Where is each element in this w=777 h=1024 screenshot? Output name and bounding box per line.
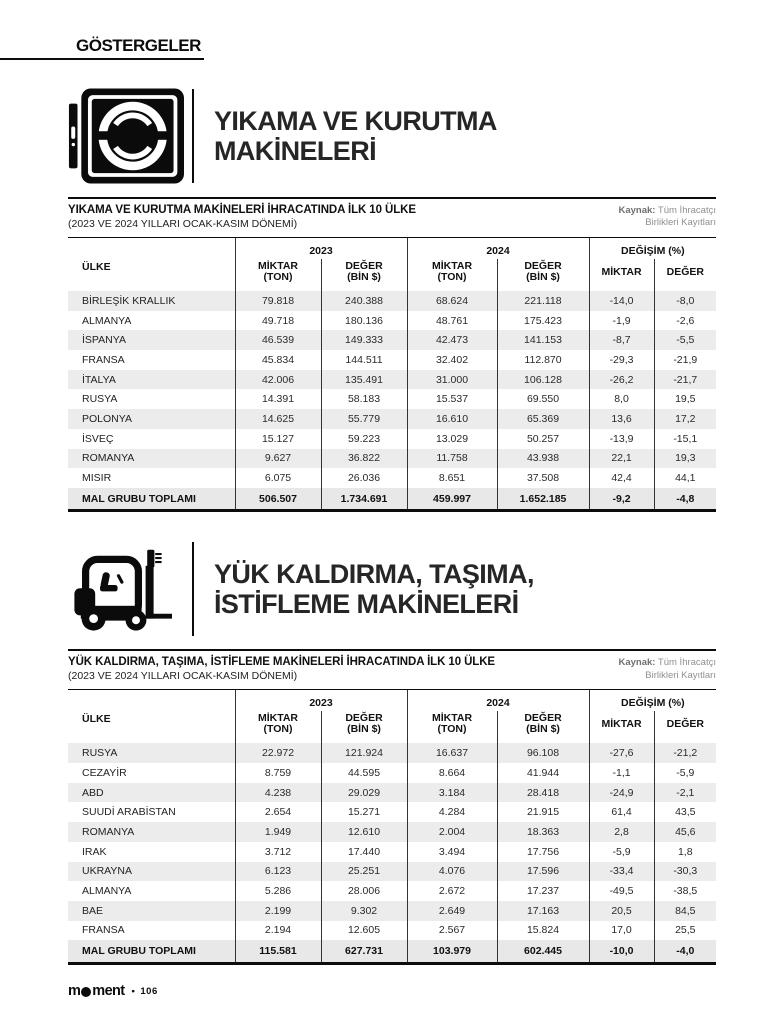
value-cell: 2.194 [235,921,321,941]
country-cell: BAE [82,904,104,917]
value-cell: 12.610 [321,822,407,842]
value-cell: 14.391 [235,389,321,409]
country-cell: İTALYA [82,373,116,386]
value-cell: 68.624 [407,291,497,311]
kicker-rule [0,36,204,60]
value-cell: 37.508 [497,468,589,488]
value-cell: 43.938 [497,449,589,469]
source-line2: Birlikleri Kayıtları [645,669,716,681]
section-title-line2: MAKİNELERİ [214,136,376,166]
country-cell: MISIR [82,472,112,485]
total-value-cell: 627.731 [321,940,407,963]
value-cell: -1,1 [589,763,654,783]
table-row [68,743,716,763]
washing-machine-icon [68,88,186,184]
page-number: • 106 [131,985,158,997]
value-cell: 26.036 [321,468,407,488]
section-header-washing [68,88,777,184]
table-total-row [68,940,716,963]
value-cell: 15.127 [235,429,321,449]
value-cell: -5,5 [654,330,716,350]
value-cell: 149.333 [321,330,407,350]
total-value-cell: -4,0 [654,940,716,963]
total-value-cell: 1.734.691 [321,488,407,511]
value-cell: 61,4 [589,802,654,822]
column-header-value-2023: DEĞER (BİN $) [321,259,407,291]
forklift-icon [68,543,186,635]
value-cell: 25,5 [654,921,716,941]
table-title: YIKAMA VE KURUTMA MAKİNELERİ İHRACATINDA İLK 10 ÜLKE [68,204,416,216]
value-cell: 17.756 [497,842,589,862]
value-cell: -49,5 [589,881,654,901]
country-cell: RUSYA [82,393,118,406]
section-title-line1: YIKAMA VE KURUTMA [214,105,497,136]
country-cell: ALMANYA [82,314,132,327]
value-cell: 17,0 [589,921,654,941]
value-cell: -14,0 [589,291,654,311]
value-cell: 22.972 [235,743,321,763]
table-row [68,802,716,822]
country-cell: ROMANYA [82,825,135,838]
table-row [68,429,716,449]
value-cell: -26,2 [589,370,654,390]
value-cell: -2,1 [654,783,716,803]
total-value-cell: 103.979 [407,940,497,963]
value-cell: 2.654 [235,802,321,822]
table-source [618,656,716,682]
value-cell: -21,2 [654,743,716,763]
value-cell: 1.949 [235,822,321,842]
export-table [68,690,716,964]
value-cell: 2.004 [407,822,497,842]
value-cell: 5.286 [235,881,321,901]
total-value-cell: -9,2 [589,488,654,511]
value-cell: 11.758 [407,449,497,469]
section-divider [192,542,194,636]
value-cell: 25.251 [321,862,407,882]
table-header-group-row [68,690,716,711]
table-row [68,330,716,350]
value-cell: 8.651 [407,468,497,488]
value-cell: 28.418 [497,783,589,803]
table-total-row [68,488,716,511]
value-cell: 42.473 [407,330,497,350]
table-row [68,921,716,941]
value-cell: 1,8 [654,842,716,862]
value-cell: 43,5 [654,802,716,822]
value-cell: 36.822 [321,449,407,469]
source-label: Kaynak: [618,205,656,216]
value-cell: 240.388 [321,291,407,311]
country-cell: FRANSA [82,353,125,366]
value-cell: 32.402 [407,350,497,370]
column-header-amount-2024: MİKTAR (TON) [407,711,497,743]
table-caption-titles [68,204,416,230]
section-divider [192,89,194,183]
column-group-2023: 2023 [235,238,407,259]
table-row [68,763,716,783]
total-label: MAL GRUBU TOPLAMI [68,488,235,511]
value-cell: 15.537 [407,389,497,409]
country-cell: ROMANYA [82,452,135,465]
value-cell: 29.029 [321,783,407,803]
table-row [68,409,716,429]
country-cell: ABD [82,786,104,799]
value-cell: 6.123 [235,862,321,882]
section-title [214,106,497,166]
value-cell: 121.924 [321,743,407,763]
column-header-value-2023: DEĞER (BİN $) [321,711,407,743]
value-cell: 180.136 [321,311,407,331]
source-line1: Tüm İhracatçı [657,205,716,216]
value-cell: -8,7 [589,330,654,350]
total-value-cell: 115.581 [235,940,321,963]
table-body [68,743,716,940]
value-cell: -29,3 [589,350,654,370]
value-cell: 8.759 [235,763,321,783]
value-cell: 2.672 [407,881,497,901]
value-cell: 28.006 [321,881,407,901]
value-cell: 58.183 [321,389,407,409]
column-header-amount-2024: MİKTAR (TON) [407,259,497,291]
value-cell: 44.595 [321,763,407,783]
export-table-block-washing [68,197,716,512]
table-row [68,468,716,488]
value-cell: -5,9 [654,763,716,783]
country-cell: CEZAYİR [82,766,127,779]
value-cell: 17.440 [321,842,407,862]
value-cell: 17.237 [497,881,589,901]
value-cell: -5,9 [589,842,654,862]
value-cell: 96.108 [497,743,589,763]
value-cell: 17.163 [497,901,589,921]
column-header-value-2024: DEĞER (BİN $) [497,711,589,743]
table-body [68,291,716,488]
column-header-country: ÜLKE [82,712,111,725]
column-header-amount-change: MİKTAR [589,259,654,291]
value-cell: -33,4 [589,862,654,882]
value-cell: 21.915 [497,802,589,822]
country-cell: IRAK [82,845,107,858]
value-cell: 3.712 [235,842,321,862]
value-cell: -8,0 [654,291,716,311]
value-cell: 17,2 [654,409,716,429]
table-row [68,881,716,901]
total-value-cell: 506.507 [235,488,321,511]
section-title [214,559,534,619]
column-header-value-2024: DEĞER (BİN $) [497,259,589,291]
value-cell: -15,1 [654,429,716,449]
value-cell: 19,5 [654,389,716,409]
value-cell: 17.596 [497,862,589,882]
section-title-line1: YÜK KALDIRMA, TAŞIMA, [214,559,534,590]
value-cell: 2.199 [235,901,321,921]
country-cell: BİRLEŞİK KRALLIK [82,294,176,307]
table-row [68,862,716,882]
value-cell: -2,6 [654,311,716,331]
country-cell: İSVEÇ [82,432,114,445]
table-row [68,449,716,469]
value-cell: 4.238 [235,783,321,803]
country-cell: İSPANYA [82,334,126,347]
value-cell: 6.075 [235,468,321,488]
value-cell: -1,9 [589,311,654,331]
country-cell: UKRAYNA [82,865,132,878]
export-table [68,238,716,512]
value-cell: 14.625 [235,409,321,429]
table-row [68,901,716,921]
value-cell: -38,5 [654,881,716,901]
kicker-label: GÖSTERGELER [76,36,201,55]
section-title-line2: İSTİFLEME MAKİNELERİ [214,589,519,620]
value-cell: 84,5 [654,901,716,921]
value-cell: 46.539 [235,330,321,350]
value-cell: 141.153 [497,330,589,350]
value-cell: 9.627 [235,449,321,469]
table-title: YÜK KALDIRMA, TAŞIMA, İSTİFLEME MAKİNELERİ İHRACATINDA İLK 10 ÜLKE [68,656,495,669]
value-cell: -21,7 [654,370,716,390]
value-cell: 79.818 [235,291,321,311]
column-group-2024: 2024 [407,238,589,259]
value-cell: 106.128 [497,370,589,390]
page-footer [68,983,158,999]
table-row [68,783,716,803]
column-header-country: ÜLKE [82,260,111,273]
table-row [68,311,716,331]
value-cell: 12.605 [321,921,407,941]
value-cell: 2,8 [589,822,654,842]
table-row [68,389,716,409]
export-table-block-forklift [68,649,716,964]
total-value-cell: -10,0 [589,940,654,963]
column-group-change: DEĞİŞİM (%) [589,238,716,259]
value-cell: 8,0 [589,389,654,409]
value-cell: 8.664 [407,763,497,783]
value-cell: -21,9 [654,350,716,370]
source-line2: Birlikleri Kayıtları [645,217,716,229]
value-cell: 20,5 [589,901,654,921]
table-subtitle: (2023 VE 2024 YILLARI OCAK-KASIM DÖNEMİ) [68,670,298,683]
value-cell: 69.550 [497,389,589,409]
value-cell: 16.637 [407,743,497,763]
column-group-2023: 2023 [235,690,407,711]
column-header-amount-2023: MİKTAR (TON) [235,711,321,743]
value-cell: 13.029 [407,429,497,449]
value-cell: 175.423 [497,311,589,331]
table-subtitle: (2023 VE 2024 YILLARI OCAK-KASIM DÖNEMİ) [68,218,298,230]
source-line1: Tüm İhracatçı [657,657,716,669]
country-cell: SUUDİ ARABİSTAN [82,806,176,819]
value-cell: 59.223 [321,429,407,449]
table-row [68,350,716,370]
value-cell: 45.834 [235,350,321,370]
table-row [68,370,716,390]
country-cell: POLONYA [82,412,132,425]
value-cell: 48.761 [407,311,497,331]
table-row [68,822,716,842]
value-cell: 112.870 [497,350,589,370]
value-cell: -13,9 [589,429,654,449]
value-cell: 15.824 [497,921,589,941]
value-cell: 19,3 [654,449,716,469]
value-cell: 135.491 [321,370,407,390]
value-cell: 55.779 [321,409,407,429]
value-cell: 16.610 [407,409,497,429]
value-cell: -30,3 [654,862,716,882]
column-header-amount-change: MİKTAR [589,711,654,743]
value-cell: 49.718 [235,311,321,331]
value-cell: 4.284 [407,802,497,822]
value-cell: 144.511 [321,350,407,370]
column-header-value-change: DEĞER [654,711,716,743]
value-cell: 45,6 [654,822,716,842]
value-cell: 3.494 [407,842,497,862]
value-cell: 9.302 [321,901,407,921]
value-cell: 2.649 [407,901,497,921]
value-cell: 22,1 [589,449,654,469]
total-label: MAL GRUBU TOPLAMI [68,940,235,963]
total-value-cell: 1.652.185 [497,488,589,511]
country-cell: RUSYA [82,747,118,760]
table-caption [68,651,716,690]
country-cell: FRANSA [82,924,125,937]
value-cell: 4.076 [407,862,497,882]
total-value-cell: -4,8 [654,488,716,511]
total-value-cell: 459.997 [407,488,497,511]
table-header-group-row [68,238,716,259]
table-row [68,842,716,862]
table-caption [68,199,716,238]
section-header-forklift [68,541,777,637]
value-cell: 13,6 [589,409,654,429]
value-cell: 3.184 [407,783,497,803]
value-cell: 42,4 [589,468,654,488]
value-cell: 2.567 [407,921,497,941]
logo-disc-icon [81,987,91,997]
table-source [618,204,716,230]
value-cell: 65.369 [497,409,589,429]
column-group-change: DEĞİŞİM (%) [589,690,716,711]
column-header-amount-2023: MİKTAR (TON) [235,259,321,291]
column-header-value-change: DEĞER [654,259,716,291]
table-caption-titles [68,656,495,682]
total-value-cell: 602.445 [497,940,589,963]
country-cell: ALMANYA [82,885,132,898]
value-cell: -24,9 [589,783,654,803]
value-cell: 41.944 [497,763,589,783]
magazine-logo: m ment [68,983,125,999]
value-cell: 44,1 [654,468,716,488]
column-group-2024: 2024 [407,690,589,711]
source-label: Kaynak: [618,657,656,669]
value-cell: 15.271 [321,802,407,822]
value-cell: -27,6 [589,743,654,763]
value-cell: 18.363 [497,822,589,842]
value-cell: 221.118 [497,291,589,311]
value-cell: 31.000 [407,370,497,390]
table-row [68,291,716,311]
value-cell: 50.257 [497,429,589,449]
value-cell: 42.006 [235,370,321,390]
